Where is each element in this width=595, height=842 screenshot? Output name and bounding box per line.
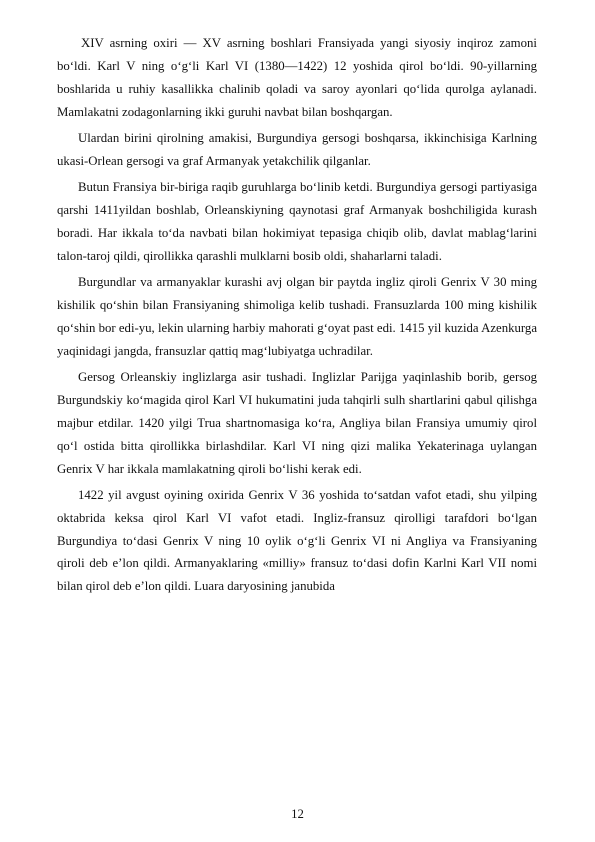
paragraph-3: Butun Fransiya bir-biriga raqib guruhlarga bo‘linib ketdi. Burgundiya gersogi partiyasiga qarshi 1411yildan boshlab, Orleanskiyning qaynotasi graf Armanyak boshchiligida kurash boradi. Har ikkala to‘da navbati bilan hokimiyat tepasiga chiqib olib, davlat mablag‘larini talon-taroj qildi, qirollikka qarashli mulklarni bosib oldi, shaharlarni taladi.	[57, 180, 537, 263]
paragraph-4: Burgundlar va armanyaklar kurashi avj olgan bir paytda ingliz qiroli Genrix V 30 ming kishilik qo‘shin bilan Fransiyaning shimoliga kelib tushadi. Fransuzlarda 100 ming kishilik qo‘shin bor edi-yu, lekin ularning harbiy mahorati g‘oyat past edi. 1415 yil kuzida Azenkurga yaqinidagi jangda, fransuzlar qattiq mag‘lubiyatga uchradilar.	[57, 274, 537, 358]
document-body	[57, 32, 537, 602]
paragraph-1: XIV asrning oxiri — XV asrning boshlari Fransiyada yangi siyosiy inqiroz zamoni bo‘ldi. Karl V ning o‘g‘li Karl VI (1380—1422) 12 yoshida qirol bo‘ldi. 90-yillarning boshlarida u ruhiy kasallikka chalinib qoladi va saroy ayonlari qo‘lida qurolga aylanadi. Mamlakatni zodagonlarning ikki guruhi navbat bilan boshqargan.	[57, 36, 537, 119]
page-number: 12	[291, 807, 304, 821]
paragraph-5: Gersog Orleanskiy inglizlarga asir tushadi. Inglizlar Parijga yaqinlashib borib, gersog Burgundskiy ko‘magida qirol Karl VI hukumatini juda tahqirli sulh shartlarini qabul qilishga majbur etdilar. 1420 yilgi Trua shartnomasiga ko‘ra, Angliya bilan Fransiya umumiy qirol qo‘l ostida bitta qirollikka birlashdilar. Karl VI ning qizi malika Yekaterinaga uylangan Genrix V har ikkala mamlakatning qiroli bo‘lishi kerak edi.	[57, 369, 537, 476]
paragraph-2: Ulardan birini qirolning amakisi, Burgundiya gersogi boshqarsa, ikkinchisiga Karlning ukasi-Orlean gersogi va graf Armanyak yetakchilik qilganlar.	[57, 130, 537, 168]
paragraph-6: 1422 yil avgust oyining oxirida Genrix V 36 yoshida to‘satdan vafot etadi, shu yilping oktabrida keksa qirol Karl VI vafot etadi. Ingliz-fransuz qirolligi tarafdori bo‘lgan Burgundiya to‘dasi Genrix V ning 10 oylik o‘g‘li Genrix VI ni Angliya va Fransiyaning qiroli deb e’lon qildi. Armanyaklaring «milliy» fransuz to‘dasi dofin Karlni Karl VII nomi bilan qirol deb e’lon qildi. Luara daryosining janubida	[57, 487, 537, 594]
